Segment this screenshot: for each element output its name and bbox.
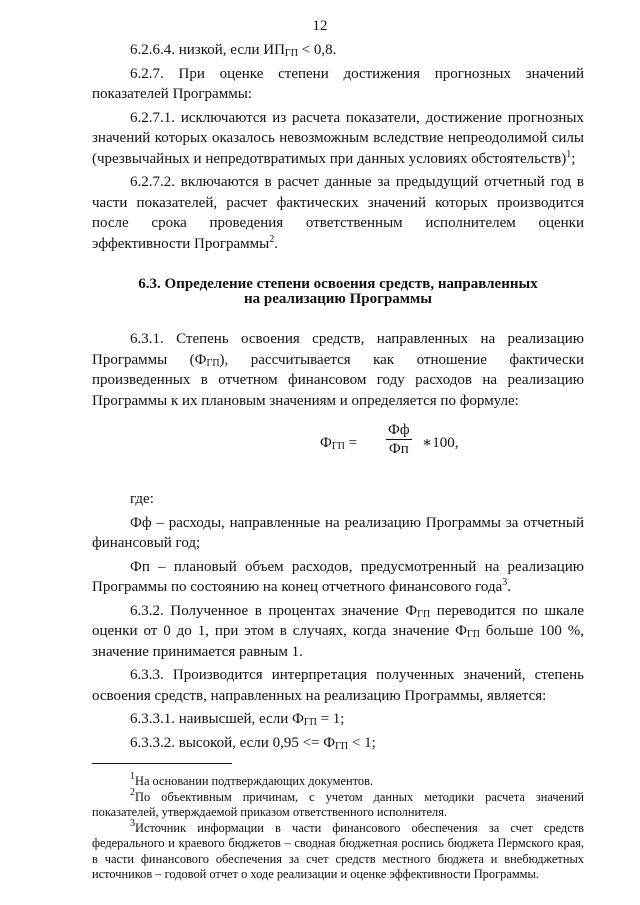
footnote-number: 1 [130,771,135,782]
footnote-number: 2 [130,786,135,798]
paragraph-text: . [274,235,278,252]
formula-symbol: Ф [320,435,332,451]
paragraph-6-2-7: 6.2.7. При оценке степени достижения прогнозных значений показателей Программы: [92,65,584,102]
paragraph-text: 6.2.7.1. исключаются из расчета показатели, достижение прогнозных значений которых оказалось невозможным вследствие непреодолимой силы (чрезвычайных и непредотвратимых при данных условиях обстоятельств) [92,109,584,167]
paragraph-text: 6.3.1. Степень освоения средств, направленных на реализацию Программы (Ф [92,331,584,368]
paragraph-text: больше 100 %, значение принимается равным 1. [92,623,584,660]
footnote-text: На основании подтверждающих документов. [135,774,374,788]
where-label: где: [130,491,154,507]
paragraph-6-3-3: 6.3.3. Производится интерпретация полученных значений, степень освоения средств, направленных на реализацию Программы, является: [92,667,584,704]
paragraph-text: 6.3.3.2. высокой, если 0,95 <= Ф [130,734,336,751]
footnote-ref: 1 [566,148,572,160]
paragraph-text: 6.3.2. Полученное в процентах значение Ф [130,602,418,619]
subscript: ГП [467,629,481,640]
heading-line: 6.3. Определение степени освоения средств, направленных [138,276,538,292]
paragraph-text: 6.2.7.2. включаются в расчет данные за предыдущий отчетный год в части показателей, расчет фактических значений которых производится после срока проведения ответственным исполнителем оценки эффективности Программы [92,174,584,252]
formula-rhs: ∗100, [422,435,459,451]
formula-denominator: Фп [388,441,409,457]
footnote-ref: 2 [269,233,275,245]
footnotes [92,771,584,883]
subscript: ГП [331,441,345,452]
formula-fraction [386,421,412,458]
paragraph-6-2-6-4 [92,40,584,61]
formula-numerator: Фф [388,422,410,438]
paragraph-text: = 1; [316,711,345,727]
footnote-text: По объективным причинам, с учетом данных методики расчета значений показателей, утверждаемой приказом ответственного исполнителя. [92,789,584,819]
subscript: ГП [284,48,298,59]
paragraph-text: переводится по шкале оценки от 0 до 1, при этом в случаях, когда значение Ф [92,602,584,639]
footnote-number: 3 [130,817,135,829]
formula-equals: = [344,435,358,451]
formula-lhs [320,433,357,454]
paragraph-6-3-1 [92,329,584,411]
paragraph-text: < 0,8. [297,42,337,58]
paragraph-text: ; [571,150,576,167]
paragraph-6-2-7-1 [92,108,584,170]
footnote-3 [92,817,584,883]
subscript: ГП [335,740,349,752]
definition-ff: Фф – расходы, направленные на реализацию Программы за отчетный финансовый год; [92,514,584,551]
footnote-2 [92,786,584,821]
heading-line: на реализацию Программы [244,291,432,307]
paragraph-text: < 1; [348,734,376,751]
page-content [92,40,584,883]
subscript: ГП [206,357,220,369]
footnote-text: Источник информации в части финансового обеспечения за счет средств федерального и краевого бюджетов – сводная бюджетная роспись бюджета Пермского края, в части финансового обеспечения за счет средств местного бюджета и внебюджетных источников – годовой отчет о ходе реализации и оценке эффективности Программы. [92,820,584,881]
paragraph-text: ), рассчитывается как отношение фактически произведенных в отчетном финансовом году расходов на реализацию Программы к их плановым значениям и определяется по формуле: [92,351,584,409]
paragraph-text: Фп – плановый объем расходов, предусмотренный на реализацию Программы по состоянию на конец отчетного финансового года [92,558,584,595]
paragraph-6-2-7-2 [92,172,584,254]
formula [92,421,584,469]
section-heading-6-3 [92,277,584,307]
page-number: 12 [312,18,328,34]
footnote-ref: 3 [502,577,508,588]
paragraph-6-3-2 [92,601,584,663]
subscript: ГП [303,717,317,728]
paragraph-text: 6.3.3.1. наивысшей, если Ф [130,711,304,727]
paragraph-6-3-3-1 [92,709,584,730]
paragraph-text: . [507,579,512,595]
subscript: ГП [417,608,431,620]
definition-fp [92,557,584,598]
footnote-separator [92,763,232,764]
footnote-1 [92,771,584,790]
paragraph-6-3-3-2 [92,733,584,754]
paragraph-text: 6.2.6.4. низкой, если ИП [130,42,285,58]
